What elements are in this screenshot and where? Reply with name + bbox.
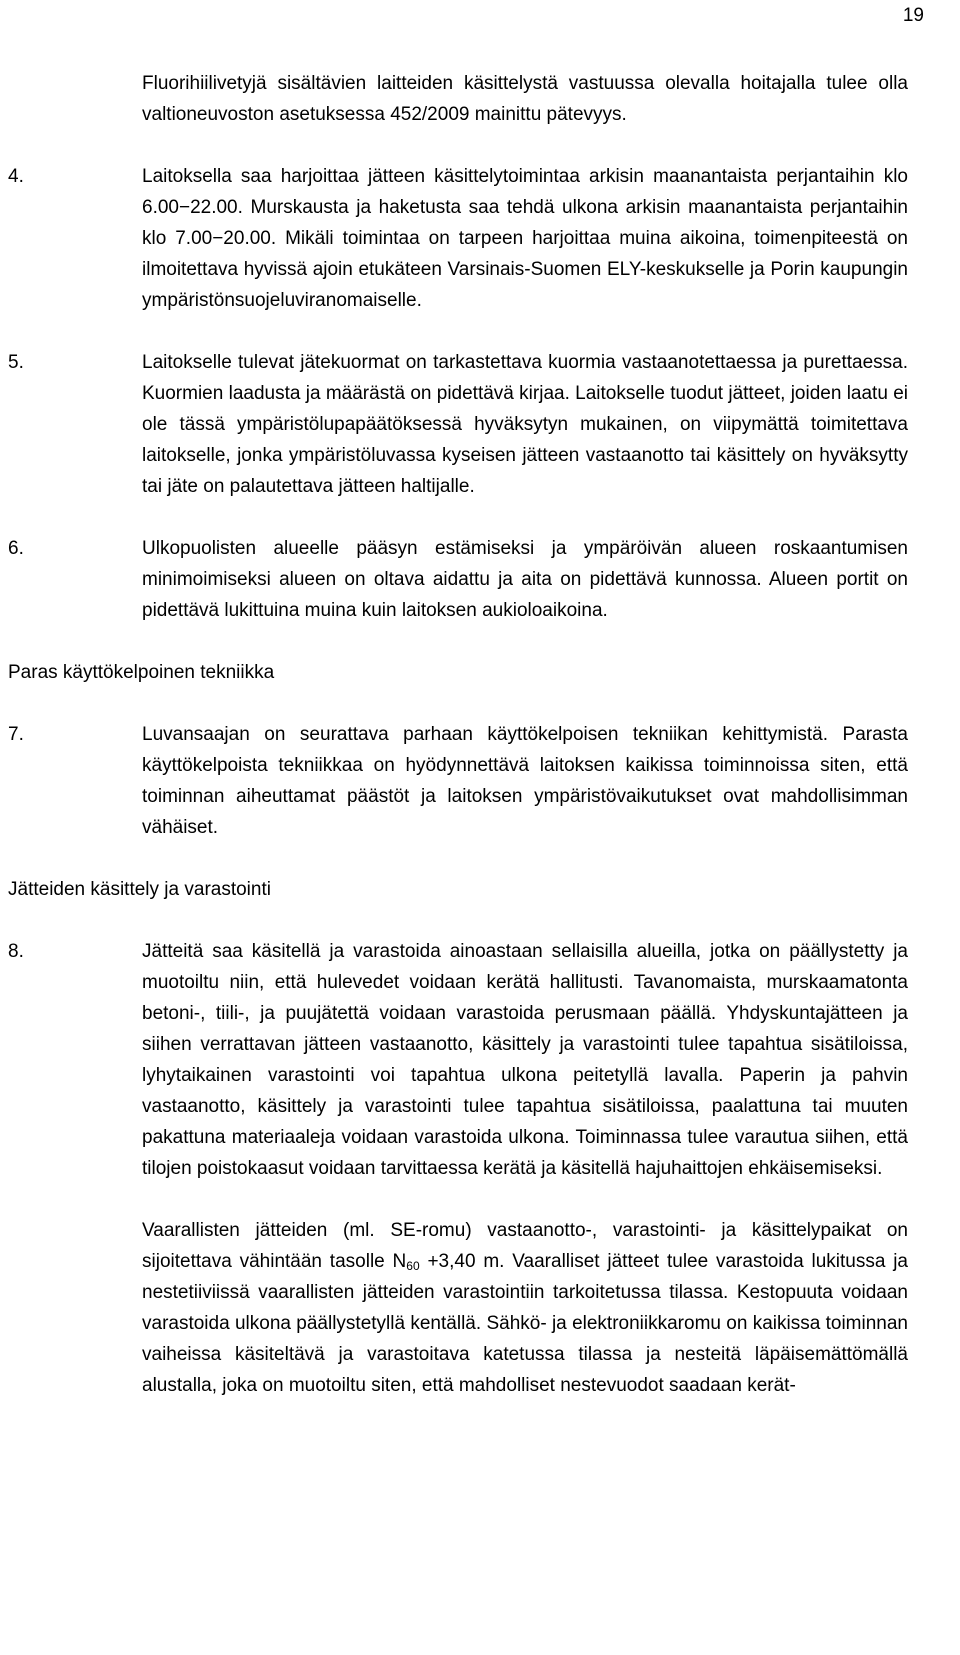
list-item-number: 5. xyxy=(8,352,24,373)
list-item-number: 4. xyxy=(8,166,24,187)
list-item-number: 7. xyxy=(8,724,24,745)
subscript: 60 xyxy=(406,1259,420,1273)
section-heading-waste: Jätteiden käsittely ja varastointi xyxy=(8,879,271,900)
list-item-text: Jätteitä saa käsitellä ja varastoida ainoastaan sellaisilla alueilla, jotka on päällystetty ja muotoiltu niin, että hulevedet voidaan kerätä hallitusti. Tavanomaista, murskaamatonta betoni-, tiili-, ja puujätettä voidaan varastoida perusmaan päällä. Yhdyskuntajätteen ja siihen verrattavan jätteen vastaanotto, käsittely ja varastointi tulee tapahtua sisätiloissa, lyhytaikainen varastointi voi tapahtua ulkona peitetyllä lavalla. Paperin ja pahvin vastaanotto, käsittely ja varastointi tulee tapahtua sisätiloissa, paalattuna tai muuten pakattuna materiaaleja voidaan varastoida ulkona. Toiminnassa tulee varautua siihen, että tilojen poistokaasut voidaan tarvittaessa kerätä ja käsitellä hajuhaittojen ehkäisemiseksi. xyxy=(142,941,908,1179)
section-heading-bat: Paras käyttökelpoinen tekniikka xyxy=(8,662,275,683)
list-item-content xyxy=(142,936,908,1401)
intro-paragraph: Fluorihiilivetyjä sisältävien laitteiden käsittelystä vastuussa olevalla hoitajalla tulee olla valtioneuvoston asetuksessa 452/2009 mainittu pätevyys. xyxy=(142,73,908,125)
list-item-text: Laitokselle tulevat jätekuormat on tarkastettava kuormia vastaanotettaessa ja purettaessa. Kuormien laadusta ja määrästä on pidettävä kirjaa. Laitokselle tuodut jätteet, joiden laatu ei ole tässä ympäristölupapäätöksessä hyväksytyn mukainen, on viipymättä toimitettava laitokselle, jonka ympäristöluvassa kyseisen jätteen vastaanotto tai käsittely on hyväksytty tai jäte on palautettava jätteen haltijalle. xyxy=(142,352,908,497)
text-run: +3,40 m. Vaaralliset jätteet tulee varastoida lukitussa ja nestetiiviissä vaarallisten jätteiden varastointiin tarkoitetussa tilassa. Kestopuuta voidaan varastoida ulkona päällystetyllä kentällä. Sähkö- ja elektroniikkaromu on kaikissa toiminnan vaiheissa käsiteltävä ja varastoitava katetussa tilassa ja nesteitä läpäisemättömällä alustalla, joka on muotoiltu siten, että mahdolliset nestevuodot saadaan kerät- xyxy=(142,1251,909,1396)
list-item-text: Laitoksella saa harjoittaa jätteen käsittelytoimintaa arkisin maanantaista perjantaihin klo 6.00−22.00. Murskausta ja haketusta saa tehdä ulkona arkisin maanantaista perjantaihin klo 7.00−20.00. Mikäli toimintaa on tarpeen harjoittaa muina aikoina, toimenpiteestä on ilmoitettava hyvissä ajoin etukäteen Varsinais-Suomen ELY-keskukselle ja Porin kaupungin ympäristönsuojeluviranomaiselle. xyxy=(142,166,908,311)
list-item-text: Ulkopuolisten alueelle pääsyn estämiseksi ja ympäröivän alueen roskaantumisen minimoimiseksi alueen on oltava aidattu ja aita on pidettävä kunnossa. Alueen portit on pidettävä lukittuina muina kuin laitoksen aukioloaikoina. xyxy=(142,538,908,621)
list-item-text-2 xyxy=(142,1215,908,1401)
list-item-text: Luvansaajan on seurattava parhaan käyttökelpoisen tekniikan kehittymistä. Parasta käyttökelpoista tekniikkaa on hyödynnettävä laitoksen kaikissa toiminnoissa siten, että toiminnan aiheuttamat päästöt ja laitoksen ympäristövaikutukset ovat mahdollisimman vähäiset. xyxy=(142,724,908,838)
text-run: Vaarallisten jätteiden (ml. SE-romu) vastaanotto-, varastointi- ja käsittelypaikat on sijoitettava vähintään tasolle N xyxy=(142,1220,908,1272)
list-item-7 xyxy=(8,719,908,843)
list-item-5 xyxy=(8,347,908,502)
page-number: 19 xyxy=(902,5,924,26)
list-item-8 xyxy=(8,936,908,1401)
document-body xyxy=(8,68,908,1401)
list-item-number: 6. xyxy=(8,538,24,559)
list-item-number: 8. xyxy=(8,941,24,962)
list-item-4 xyxy=(8,161,908,316)
list-item-6 xyxy=(8,533,908,626)
